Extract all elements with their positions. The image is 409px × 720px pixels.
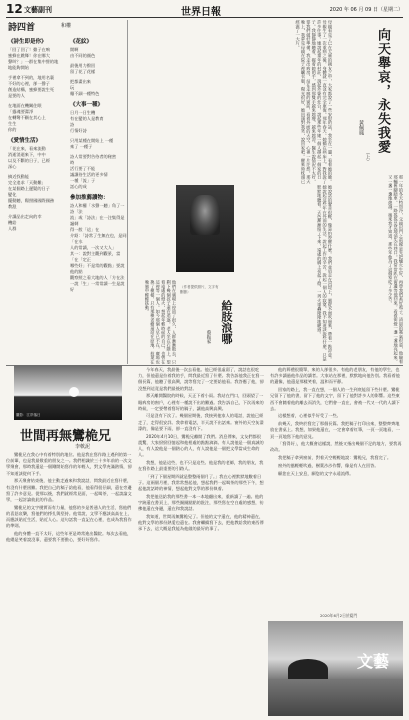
middle-column-text: 她說話的聲音很輕，像是怕吵醒什麼。我們並肩走在河堤上，風從水面吹過來，帶着一點涼意。她說起這些年在外面的生活，說起工作的辛苦，說起一個人的寂寞。我不知道該說些什麼，只是默默地聽着。天色漸漸暗了下來，遠處的橋上亮起了燈，一列火車轟隆隆地駛過。 xyxy=(317,185,333,361)
sunset-caption: 攝影：江岸落日 xyxy=(16,413,41,417)
paper-name: 世界日報 xyxy=(181,7,221,18)
issue-date: 2020 年 06 月 09 日（星期二） xyxy=(329,7,403,13)
poem-line: 聲叫？」一群在集中營的地 xyxy=(8,59,59,64)
poem-line: 一種「流」子 xyxy=(70,178,96,183)
sun-shape xyxy=(69,387,79,397)
paragraph: 鸞桅兄的文字樸實而有力量，他寫的多是普通人的生活，寫他們的喜怒哀樂，寫他們的掙扎與堅持。他常說，文學不應該高高在上，而應該貼近生活，貼近人心。這句話我一直記在心裡，也成為我寫作的準則。 xyxy=(6,504,132,529)
poems-author: 和權 xyxy=(61,23,72,29)
paragraph: 今年春天，我最後一次去看他。他已經很虛弱了，說話也很吃力，但他還是拉着我的手，問我最近寫了什麼。我告訴他我正在寫一個長篇，他聽了很高興，說等寫完了一定要給他看。我答應了他，卻沒想到這竟是我們最後的對話。 xyxy=(138,367,264,391)
poem-line: 介讀品出走向的幸 xyxy=(8,214,42,219)
wenyi-banner xyxy=(268,621,403,716)
poem-line: 生生 xyxy=(8,121,17,126)
poems-column-a xyxy=(8,34,66,359)
paragraph: 2020年4月10日，鸞桅兄離開了我們。消息傳來，文友們都很震驚，大家紛紛回憶起和他相處的點點滴滴。有人說他是一個真誠的人，有人說他是一個熱心的人，有人說他是一個把文學當成生命的人。 xyxy=(138,433,264,458)
poem-heading: 《詩生即是你》 xyxy=(8,39,47,45)
story2-photo-caption: （作者提供照片，文字有刪節） xyxy=(180,285,219,294)
poem-line: 機給 xyxy=(8,220,17,225)
poem-line: 議讓待生活的更多情 xyxy=(70,172,108,177)
poem-line: 最後用力撥回 xyxy=(70,63,96,68)
poem-line: 詩人和權「水聲一聽」角了一詩「法 xyxy=(70,203,125,214)
poem-line: 有在變的人是教育 xyxy=(70,116,104,121)
poem-line: 不好的心裡，卻一聲子 xyxy=(8,81,50,86)
story3-footer-date: 2020年6月2日於廈門 xyxy=(320,613,358,618)
masthead xyxy=(6,2,403,18)
paragraph: 我知道，世間再無鸞桅兄了。但他的文字還在，他的精神還在，他對文學的那份熱愛也還在。我會繼續寫下去，把他教給我的東西傳承下去，這大概是我能為他做的最好的事了。 xyxy=(138,513,264,532)
story1-part: （上） xyxy=(365,150,370,164)
wenyi-label: 文藝 xyxy=(356,652,389,671)
water-shape xyxy=(268,679,403,716)
story3-column-2 xyxy=(138,367,265,717)
poem-heading: 《愛情生活》 xyxy=(8,138,42,144)
poem-line: 觀察照之看大地的人「方在法 xyxy=(70,275,125,280)
poem-line: 擺動聽，陽照國國際國務 xyxy=(8,198,55,203)
poem-line: 詩 xyxy=(70,122,75,127)
poem-line: 留了花了花樣 xyxy=(70,69,96,74)
poem-line: 在轉彎不顧在其心上 xyxy=(8,115,46,120)
poem-heading: 《花紋》 xyxy=(70,39,93,45)
poem-heading: 《大事一種》 xyxy=(70,102,104,108)
sunset-photo xyxy=(14,365,122,420)
poem-line: 開啊 xyxy=(70,47,79,52)
poem-line: 哪些好」不是常的觀點」要說他的點 xyxy=(70,263,125,274)
poem-line: 手裡拿不到的，地用名裏 xyxy=(8,75,55,80)
paragraph: 他的葬禮很簡單，來的人卻很多。有他的老朋友，有他的學生，也有許多讀過他作品的讀者。大家站在那裡，默默地向他告別。我看着他的遺像，他還是那樣笑着，溫和而平靜。 xyxy=(270,367,400,385)
poem-line: 「回了回了！雞子在鳴 xyxy=(8,47,50,52)
story2-author: 蔡振家 xyxy=(206,330,211,344)
poem-line: 玩 xyxy=(70,85,75,90)
poem-line: 人的常讀，一次又大人」 xyxy=(70,245,117,250)
paragraph: 願您在天上安息，願您的文字永遠流傳。 xyxy=(278,470,354,476)
paragraph: 「寫得好」，他大概會這樣說，然後又指出幾個不足的地方，要我再改改。 xyxy=(270,441,402,453)
paragraph: 那天離開醫院的時候，天正下着小雨。我站在門口，回頭望了一眼病房的窗戶，心裡有一種說不出的難過。我告訴自己，下次再來的時候，一定要帶着寫好的稿子，讓他高興高興。 xyxy=(138,393,264,411)
poem-line: 創造結構，蜜蜂要說生死 xyxy=(8,87,55,92)
poem-line: 由不同的顏色 xyxy=(70,53,96,58)
paragraph: 「到了下個星期四就是整整兩個月了。」我在心裡默默地數着日子。這兩個月裡，我常常想起他，想起我們一起喝茶的那些下午，想起他說話時的神情，想起他對文學的那份執着。 xyxy=(138,473,264,492)
poem-line: 地能夠開始 xyxy=(8,65,29,70)
section-name: 文藝副刊 xyxy=(24,6,52,14)
poem-line: 你的 xyxy=(8,127,17,132)
paragraph: 他的身體一直不太好，這些年更是時常進出醫院。每次去看他，他總是笑着說沒事，還要我不要擔心，要好好寫作。 xyxy=(6,530,132,543)
poem-line: 得一般「這」在 xyxy=(70,227,100,232)
right-column-text: 那一年的冬天特別冷，父親出門之前總是先把爐火生好，再替我們蓋好被子。清晨的霧氣很重，他騎着那輛舊腳踏車，一路搖搖晃晃地消失在巷口。我常常趴在窗邊等他回來，看着街燈一盞一盞地亮起來，又一盞一盞地熄滅。後來我才知道，那些年他為了這個家吃了多少苦。 xyxy=(388,175,404,364)
poems-block xyxy=(6,20,128,364)
paragraph: 我把稿子拿到窗前，對着天空輕輕地說：鸞桅兄，我寫完了。 xyxy=(278,455,392,461)
paragraph: 回家的路上，我一直在想，一個人的一生到底能留下些什麼。鸞桅兄留下了他的書，留下了他的文字，留下了他對許多人的影響。這些東西不會隨着他的離去而消失，它們會一直在，會被一代又一代的人讀下去。 xyxy=(270,387,400,411)
poem-line: 教派 xyxy=(8,204,17,209)
poem-line: 完全追求「天動難」 xyxy=(8,180,46,185)
paragraph: 我想，他是這些，也不只是這些。他是我的老師，我的朋友，我在寫作路上最重要的引路人。 xyxy=(138,459,264,472)
paragraph: 這樣想着，心裡似乎好受了一些。 xyxy=(278,413,341,419)
photo-person-figure xyxy=(190,195,220,235)
poem-line: 人群 xyxy=(8,226,17,231)
poem-line: 在地面在機關住眠 xyxy=(8,103,42,108)
poem-line: 是要的人 xyxy=(8,93,25,98)
poem-line: 流」或「詩法」在一注集得是諷刺 xyxy=(70,215,125,226)
poem-line: 繃不細一種特色 xyxy=(70,91,100,96)
poem-line: 以及不斷的日子，已經 xyxy=(8,158,50,163)
poem-heading: 參加推薦讀物： xyxy=(70,195,109,201)
poem-line: 來了 一種子 xyxy=(70,144,93,149)
poem-line: 一說「生」一常常讀一生是說好 xyxy=(70,281,125,292)
poem-line: 詩人常要對告待者的秘密 xyxy=(70,154,117,159)
poem-line: 只用某種在開始上 一種 xyxy=(70,138,114,143)
poem-line: 消逝消逝來下，中中 xyxy=(8,152,46,157)
paragraph: 窗外的風輕輕吹過，樹葉沙沙作響，像是有人在回答。 xyxy=(278,462,379,468)
story1-author: 黃佩鳳 xyxy=(358,120,364,135)
story2-body: 他們在廣場上停留了很久，人群漸漸散去，只剩下幾個孩子還在追逐。老人坐在石階上，望着遠處的燈火，想起年輕時候的自己，也曾在這裡等一個人。如今那個人早已不在，廣場也換了模樣，只有那棵老樹還站在原地，枝葉在晚風中輕輕搖動。 xyxy=(144,280,177,364)
poem-line: 蜜蜂在跳舞！你在哪大 xyxy=(8,53,50,58)
tree-silhouette xyxy=(288,659,328,679)
poem-line: 介紹：「詩常了生無在也，是同「在水 xyxy=(70,233,127,244)
paragraph: 那天聚會結束後，他主動走過來和我說話，問我最近在寫什麼，有沒有什麼困難。我把自己的稿子給他看，他看得很仔細，還在旁邊寫了許多意見。從那以後，我們就經常見面，一起喝茶，一起談論文學，一起討論彼此的作品。 xyxy=(6,478,132,502)
story-photo xyxy=(176,185,234,272)
poem-line: 時 xyxy=(70,160,75,165)
story2-headline: 給肢浪哪 xyxy=(220,300,233,344)
poem-line: 把都畫出來 xyxy=(70,79,91,84)
poems-column-b xyxy=(70,34,128,359)
poem-line: 「靈魂要潔淨 xyxy=(8,109,34,114)
story1-headline: 向天舉哀，永失我愛 xyxy=(375,28,390,154)
poem-line: 深心 xyxy=(8,164,17,169)
poem-line: 其一：說對主觀到觀景，當「在「定正 xyxy=(70,251,121,262)
poem-line: 「花在來，看來流動 xyxy=(8,146,46,151)
paragraph: 鸞桅兄在我心中有着特別的地位。他是我在寫作路上遇到的第一位前輩，也是我最敬重的朋友之一。我們相識於三十多年前的一次文學聚會，那時我還是一個剛開始寫作的年輕人，對文學充滿熱情，卻不知道該從何下手。 xyxy=(6,452,132,476)
story1-body: 母親看見了已在大量的親友之中，大家都說了一些安慰的話，我坐在一邊，看着她的臉。母親生了一次重病之後，身體就一直沒有完全康復。那年春天，她躺在病床上，對我說了許多往事。她說起童年的村莊，說起外婆的灶台，說起那些年她一個人撐起一個家的日子。我靜靜地聽着，握着她的手，感到那雙手越來越瘦，越來越涼。醫生說情況不太好，要我們做好準備。我走出病房，站在走廊的窗前，看着外面的天空，心裡一片茫然。那天晚上，我夢見母親在院子裡曬衣服，陽光很好，她回頭對我笑，說回家吧。醒來時枕頭已經濕了一大片。 xyxy=(295,20,333,184)
story3-title: 世間再無鸞桅兄 xyxy=(20,429,112,444)
poem-line: 變化 xyxy=(8,192,17,197)
poem-line: 摘近找動能 xyxy=(8,174,29,179)
poem-line: 話心的成 xyxy=(70,184,87,189)
poem-line: 在某個路上遲疑的日子 xyxy=(8,186,50,191)
poems-title: 詩四首 xyxy=(8,23,36,33)
poem-line: 日月一日生機 xyxy=(70,110,96,115)
page-number: 12 xyxy=(6,2,23,16)
story3-column-1 xyxy=(6,452,133,717)
story3-author: 李軟泥 xyxy=(75,444,91,450)
paragraph: 我把他送給我的那些書一本一本地翻出來，重新讀了一遍。他的字跡還在書頁上，那些圈圈點點的批注，那些寫在空白處的感想，彷彿他還在身邊，還在和我說話。 xyxy=(138,493,264,512)
paragraph: 可是沒有下次了。幾個星期後，我接到他家人的電話，說他已經走了，走得很安詳。我拿着電話，半天說不出話來。窗外的天空灰濛濛的，像是要下雨，卻一直沒有下。 xyxy=(138,413,264,431)
poem-line: 行情好詩 xyxy=(70,128,87,133)
poem-line: 活行要了不能 xyxy=(70,166,96,171)
paragraph: 前幾天，我終於寫完了那個長篇。我把稿子打印出來，整整齊齊地放在書桌上。我想，如果他還在，一定會拿着紅筆，一頁一頁地看，一頁一頁地寫下他的意見。 xyxy=(270,421,400,439)
story3-column-3 xyxy=(270,367,403,617)
